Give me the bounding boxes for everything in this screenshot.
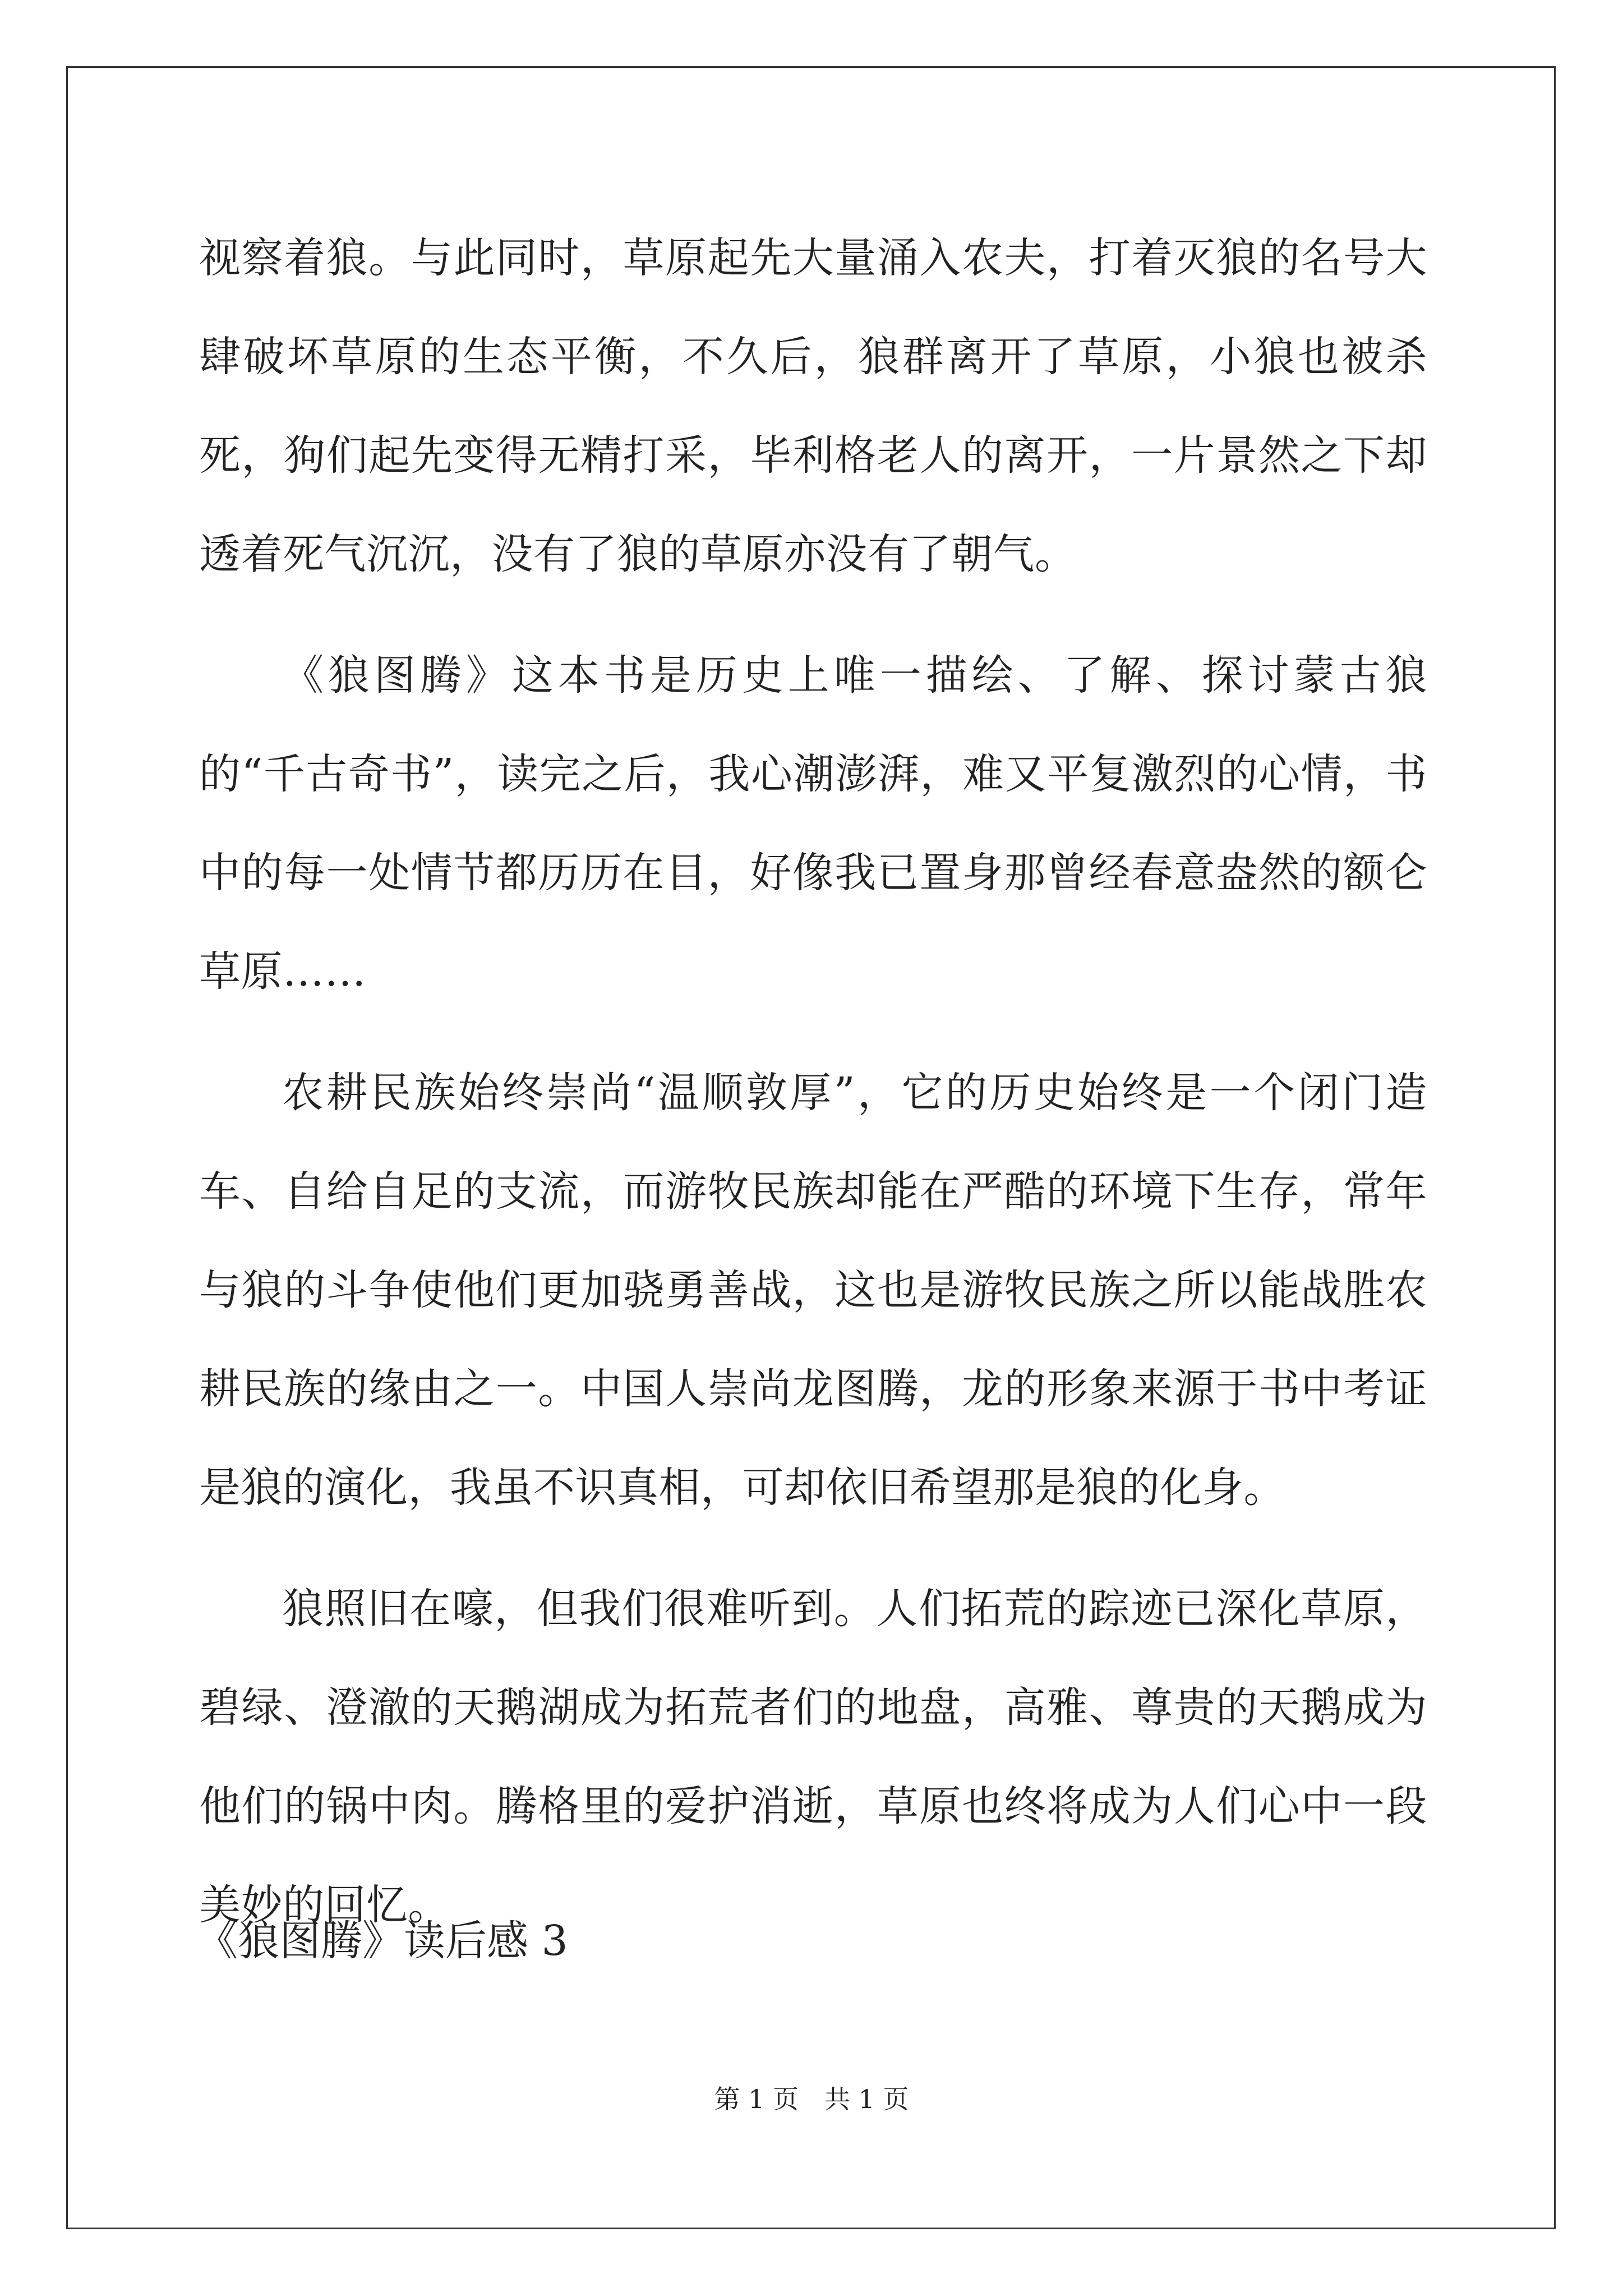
paragraph-4: 狼照旧在嚎，但我们很难听到。人们拓荒的踪迹已深化草原，碧绿、澄澈的天鹅湖成为拓荒者们的地盘，高雅、尊贵的天鹅成为他们的锅中肉。腾格里的爱护消逝，草原也终将成为人们心中一段美妙的回忆。 (199, 1585, 1427, 1929)
section-heading: 《狼图腾》读后感 3 (196, 1917, 568, 1965)
paragraph-3: 农耕民族始终崇尚“温顺敦厚”，它的历史始终是一个闭门造车、自给自足的支流，而游牧民族却能在严酷的环境下生存，常年与狼的斗争使他们更加骁勇善战，这也是游牧民族之所以能战胜农耕民族的缘由之一。中国人崇尚龙图腾，龙的形象来源于书中考证是狼的演化，我虽不识真相，可却依旧希望那是狼的化身。 (199, 1069, 1427, 1512)
page-footer: 第 1 页 共 1 页 (714, 2084, 909, 2114)
document-body (199, 209, 1427, 1977)
paragraph-2: 《狼图腾》这本书是历史上唯一描绘、了解、探讨蒙古狼的“千古奇书”，读完之后，我心潮澎湃，难又平复激烈的心情，书中的每一处情节都历历在目，好像我已置身那曾经春意盎然的额仑草原…… (199, 651, 1427, 996)
paragraph-1: 视察着狼。与此同时，草原起先大量涌入农夫，打着灭狼的名号大肆破坏草原的生态平衡，不久后，狼群离开了草原，小狼也被杀死，狗们起先变得无精打采，毕利格老人的离开，一片景然之下却透着死气沉沉，没有了狼的草原亦没有了朝气。 (199, 234, 1427, 578)
